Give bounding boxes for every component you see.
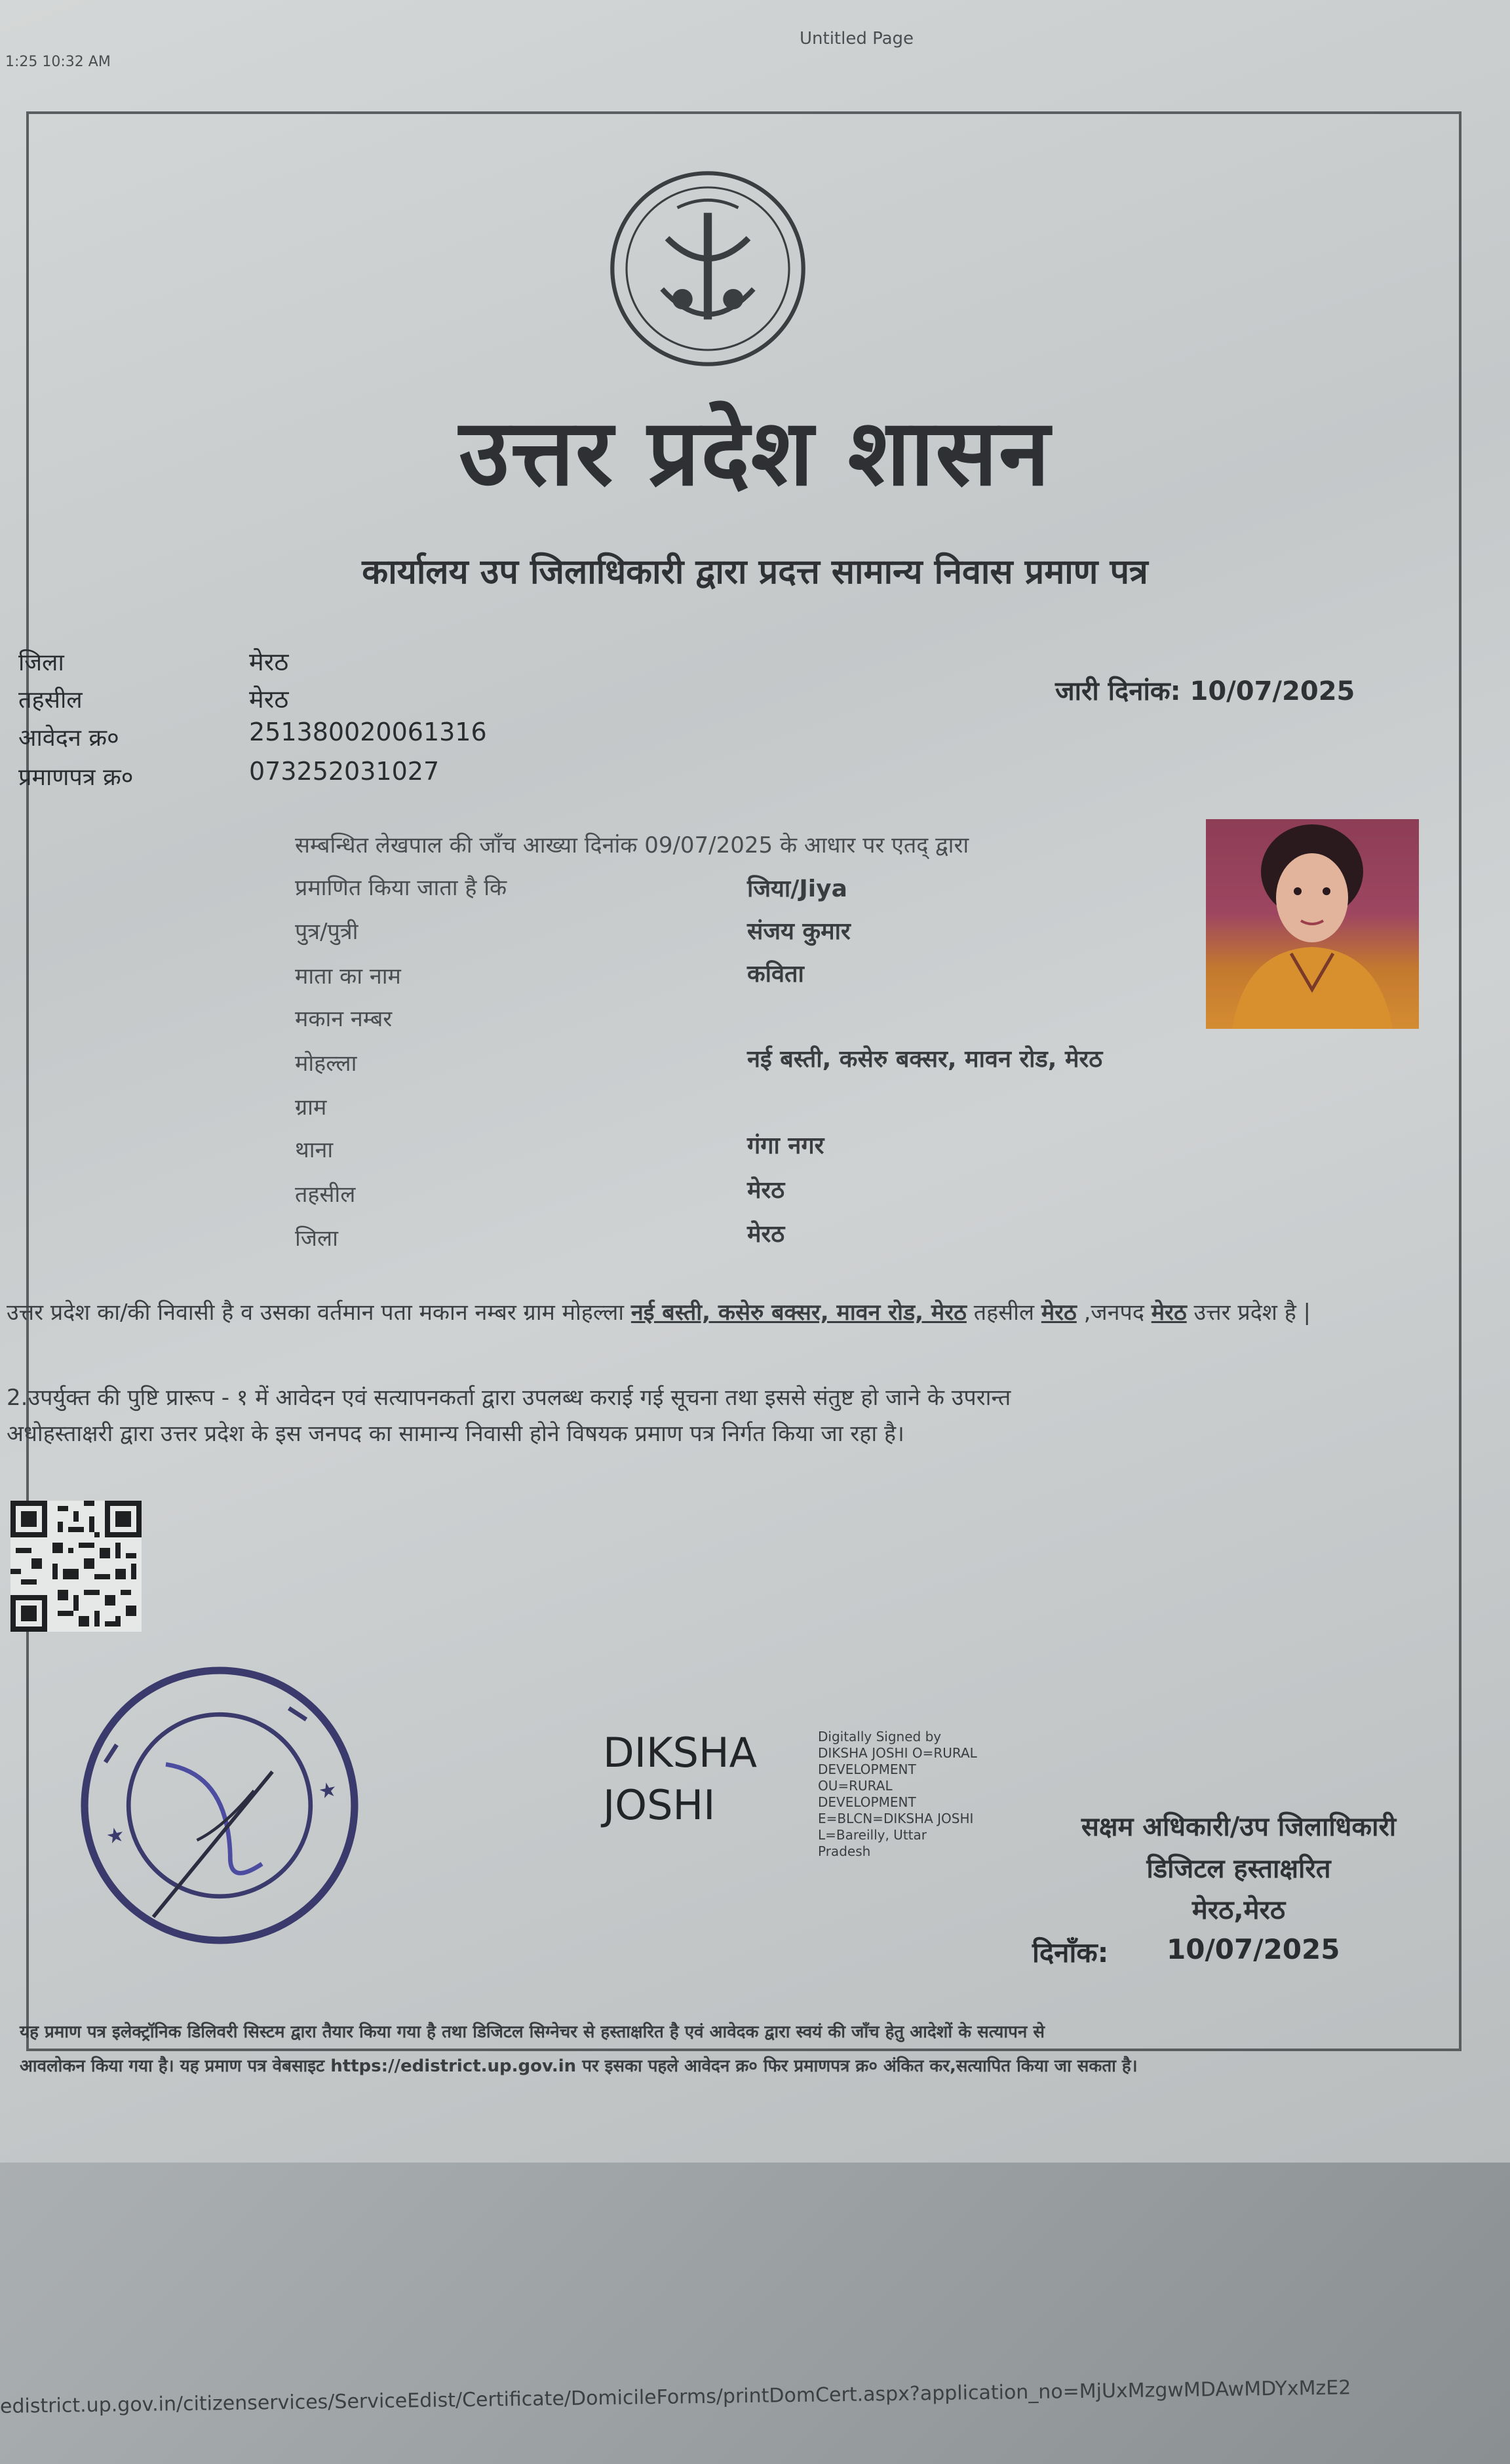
locality-label: मोहल्ला [295,1050,357,1077]
tehsil-label: तहसील [18,687,83,714]
application-number-label: आवेदन क्र० [18,725,119,752]
address-underlined: नई बस्ती, कसेरु बक्सर, मावन रोड, मेरठ [630,1299,967,1326]
tehsil-field-value: मेरठ [747,1177,785,1204]
tehsil-field-label: तहसील [295,1182,356,1208]
footer-note-line-1: यह प्रमाण पत्र इलेक्ट्रॉनिक डिलिवरी सिस्टम द्वारा तैयार किया गया है तथा डिजिटल सिग्नेचर से हस्ताक्षरित है एवं आवेदक द्वारा स्वयं की जाँच हेतु आदेशों के सत्यापन से [20,2022,1045,2042]
certificate-number-label: प्रमाणपत्र क्र० [18,764,134,791]
verification-paragraph-line-2: अधोहस्ताक्षरी द्वारा उत्तर प्रदेश के इस जनपद का सामान्य निवासी होने विषयक प्रमाण पत्र निर्गत किया जा रहा है। [7,1421,904,1447]
printed-url: edistrict.up.gov.in/citizenservices/ServiceEdist/Certificate/DomicileForms/printDomCert.aspx?application_no=MjUxMzgwMDAwMDYxMzE2 [0,2376,1351,2418]
district-field-value: मेरठ [747,1221,785,1248]
digital-signature-details: Digitally Signed by DIKSHA JOSHI O=RURAL DEVELOPMENT OU=RURAL DEVELOPMENT E=BLCN=DIKSHA JOSHI L=Bareilly, Uttar Pradesh [818,1729,977,1859]
sign-date-value: 10/07/2025 [1167,1933,1340,1965]
certificate-subtitle: कार्यालय उप जिलाधिकारी द्वारा प्रदत्त सामान्य निवास प्रमाण पत्र [362,552,1148,592]
sign-date-label: दिनाँक: [1032,1936,1109,1969]
official-seal [72,1651,367,1959]
district-field-label: जिला [295,1225,338,1252]
applicant-photo [1206,819,1419,1029]
applicant-name-value: जिया/Jiya [747,876,847,902]
print-page-title: Untitled Page [800,29,914,48]
residence-paragraph: उत्तर प्रदेश का/की निवासी है व उसका वर्तमान पता मकान नम्बर ग्राम मोहल्ला नई बस्ती, कसेरु बक्सर, मावन रोड, मेरठ तहसील मेरठ ,जनपद मेरठ उत्तर प्रदेश है | [7,1299,1311,1326]
qr-code [10,1501,142,1632]
district-label: जिला [18,649,64,676]
district-value: मेरठ [249,647,289,676]
certificate-number-value: 073252031027 [249,757,440,786]
print-timestamp: 1:25 10:32 AM [5,54,111,70]
signer-name: DIKSHA JOSHI [603,1729,758,1829]
parent-value: संजय कुमार [747,918,851,945]
village-label: ग्राम [295,1094,327,1121]
police-station-label: थाना [295,1137,334,1163]
intro-line-2: प्रमाणित किया जाता है कि [295,875,507,901]
authority-location: मेरठ,मेरठ [1191,1895,1286,1925]
mother-name-label: माता का नाम [295,963,401,990]
government-heading: उत्तर प्रदेश शासन [459,399,1051,507]
authority-digital-signed: डिजिटल हस्ताक्षरित [1146,1854,1331,1884]
tehsil-underlined: मेरठ [1041,1299,1077,1326]
authority-title: सक्षम अधिकारी/उप जिलाधिकारी [1081,1812,1397,1842]
mother-name-value: कविता [747,961,804,988]
district-underlined: मेरठ [1151,1299,1187,1326]
parent-label: पुत्र/पुत्री [295,919,358,945]
police-station-value: गंगा नगर [747,1132,824,1159]
svg-text:★: ★ [316,1777,339,1805]
locality-value: नई बस्ती, कसेरु बक्सर, मावन रोड, मेरठ [747,1046,1103,1073]
verification-paragraph-line-1: 2.उपर्युक्त की पुष्टि प्रारूप - १ में आवेदन एवं सत्यापनकर्ता द्वारा उपलब्ध कराई गई सूचना तथा इससे संतुष्ट हो जाने के उपरान्त [7,1385,1011,1411]
svg-text:★: ★ [104,1822,127,1849]
footer-note-line-2: आवलोकन किया गया है। यह प्रमाण पत्र वेबसाइट https://edistrict.up.gov.in पर इसका पहले आवेदन क्र० फिर प्रमाणपत्र क्र० अंकित कर,सत्यापित किया जा सकता है। [20,2056,1138,2076]
tehsil-value: मेरठ [249,685,289,714]
issue-date: जारी दिनांक: 10/07/2025 [1055,676,1355,706]
application-number-value: 251380020061316 [249,718,487,746]
intro-line-1: सम्बन्धित लेखपाल की जाँच आख्या दिनांक 09/07/2025 के आधार पर एतद् द्वारा [295,832,969,858]
state-emblem-icon [606,167,809,370]
house-number-label: मकान नम्बर [295,1006,393,1032]
